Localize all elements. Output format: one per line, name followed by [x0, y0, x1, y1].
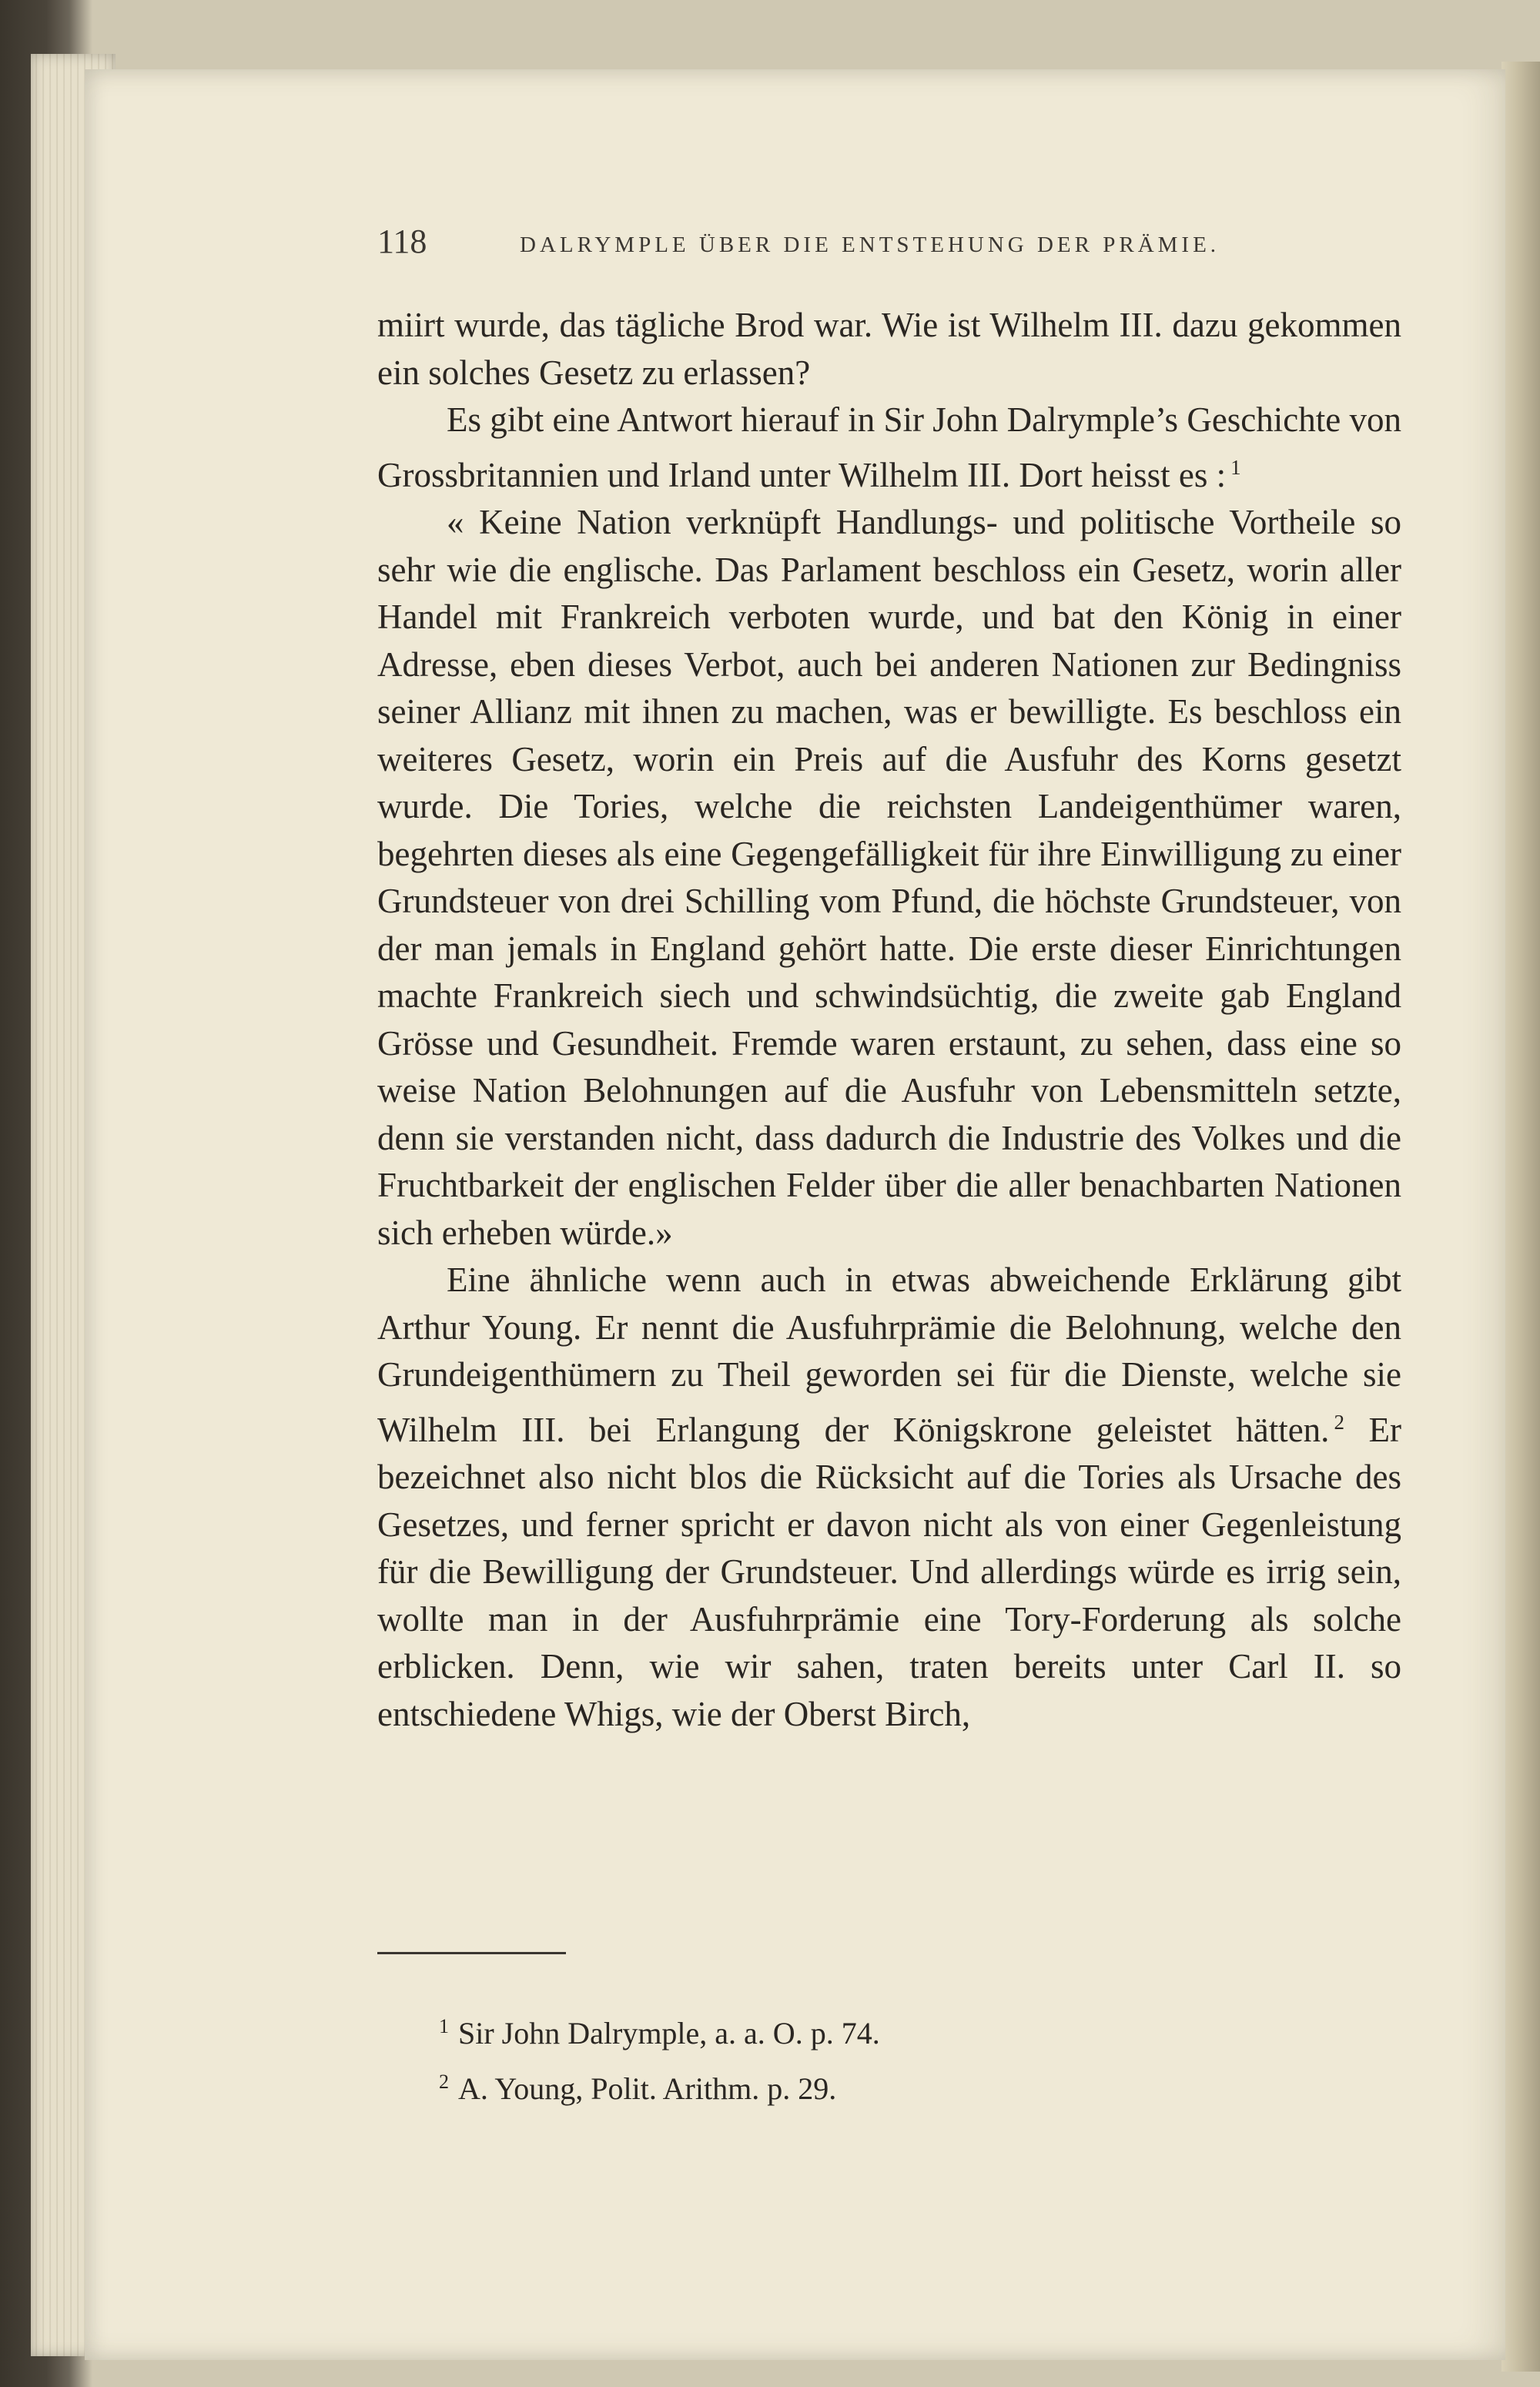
footnote-1-mark: 1	[439, 2015, 449, 2037]
footnotes	[439, 2002, 1286, 2113]
page-header	[377, 222, 1409, 268]
footnote-1	[439, 2002, 1286, 2057]
page-number: 118	[377, 223, 427, 260]
footnote-separator	[377, 1952, 566, 1954]
footnote-2	[439, 2057, 1286, 2113]
right-page-edge	[1502, 62, 1540, 2372]
quotation-text: « Keine Nation verknüpft Handlungs- und politische Vortheile so sehr wie die englische. Das Parlament beschloss ein Gesetz, worin aller Handel mit Frankreich verboten wurde, und bat den König in einer Adresse, eben dieses Verbot, auch bei anderen Nationen zur Bedingniss seiner Allianz mit ihnen zu machen, was er bewilligte. Es beschloss ein weiteres Gesetz, worin ein Preis auf die Ausfuhr des Korns gesetzt wurde. Die Tories, welche die reichsten Landeigenthümer waren, begehrten dieses als eine Gegengefälligkeit für ihre Einwilligung zu einer Grundsteuer von drei Schilling vom Pfund, die höchste Grundsteuer, von der man jemals in England gehört hatte. Die erste dieser Einrichtungen machte Frankreich siech und schwindsüchtig, die zweite gab England Grösse und Gesundheit. Fremde waren erstaunt, zu sehen, dass eine so weise Nation Belohnungen auf die Ausfuhr von Lebensmitteln setzte, denn sie verstanden nicht, dass dadurch die Industrie des Volkes und die Fruchtbarkeit der englischen Felder über die aller benachbarten Nationen sich erheben würde.»	[377, 503, 1401, 1252]
paragraph-1-text: miirt wurde, das tägliche Brod war. Wie ist Wilhelm III. dazu gekommen ein solches Gesetz zu erlassen?	[377, 306, 1401, 392]
paragraph-2-text: Es gibt eine Antwort hierauf in Sir John Dalrymple’s Geschichte von Grossbritannien und Irland unter Wilhelm III. Dort heisst es :	[377, 400, 1401, 494]
footnote-2-mark: 2	[439, 2071, 449, 2093]
quotation-paragraph	[377, 499, 1401, 1257]
footnote-1-text: Sir John Dalrymple, a. a. O. p. 74.	[458, 2016, 880, 2051]
paragraph-4-text-a: Eine ähnliche wenn auch in etwas abweichende Erklärung gibt Arthur Young. Er nennt die Ausfuhrprämie die Belohnung, welche den Grundeigenthümern zu Theil geworden sei für die Dienste, welche sie Wilhelm III. bei Erlangung der Königskrone geleistet hätten.	[377, 1260, 1401, 1449]
footnote-ref-2: 2	[1334, 1410, 1344, 1434]
paragraph-2	[377, 397, 1401, 499]
paragraph-4	[377, 1257, 1401, 1738]
paragraph-4-text-b: Er bezeichnet also nicht blos die Rücksicht auf die Tories als Ursache des Gesetzes, und ferner spricht er davon nicht als von einer Gegenleistung für die Bewilligung der Grundsteuer. Und allerdings würde es irrig sein, wollte man in der Ausfuhrprämie eine Tory-Forderung als solche erblicken. Denn, wie wir sahen, traten bereits unter Carl II. so entschiedene Whigs, wie der Oberst Birch,	[377, 1410, 1401, 1733]
running-head: DALRYMPLE ÜBER DIE ENTSTEHUNG DER PRÄMIE.	[520, 233, 1220, 257]
footnote-2-text: A. Young, Polit. Arithm. p. 29.	[458, 2071, 837, 2106]
paragraph-1	[377, 302, 1401, 397]
body-text	[377, 302, 1401, 1738]
footnote-ref-1: 1	[1230, 455, 1241, 479]
